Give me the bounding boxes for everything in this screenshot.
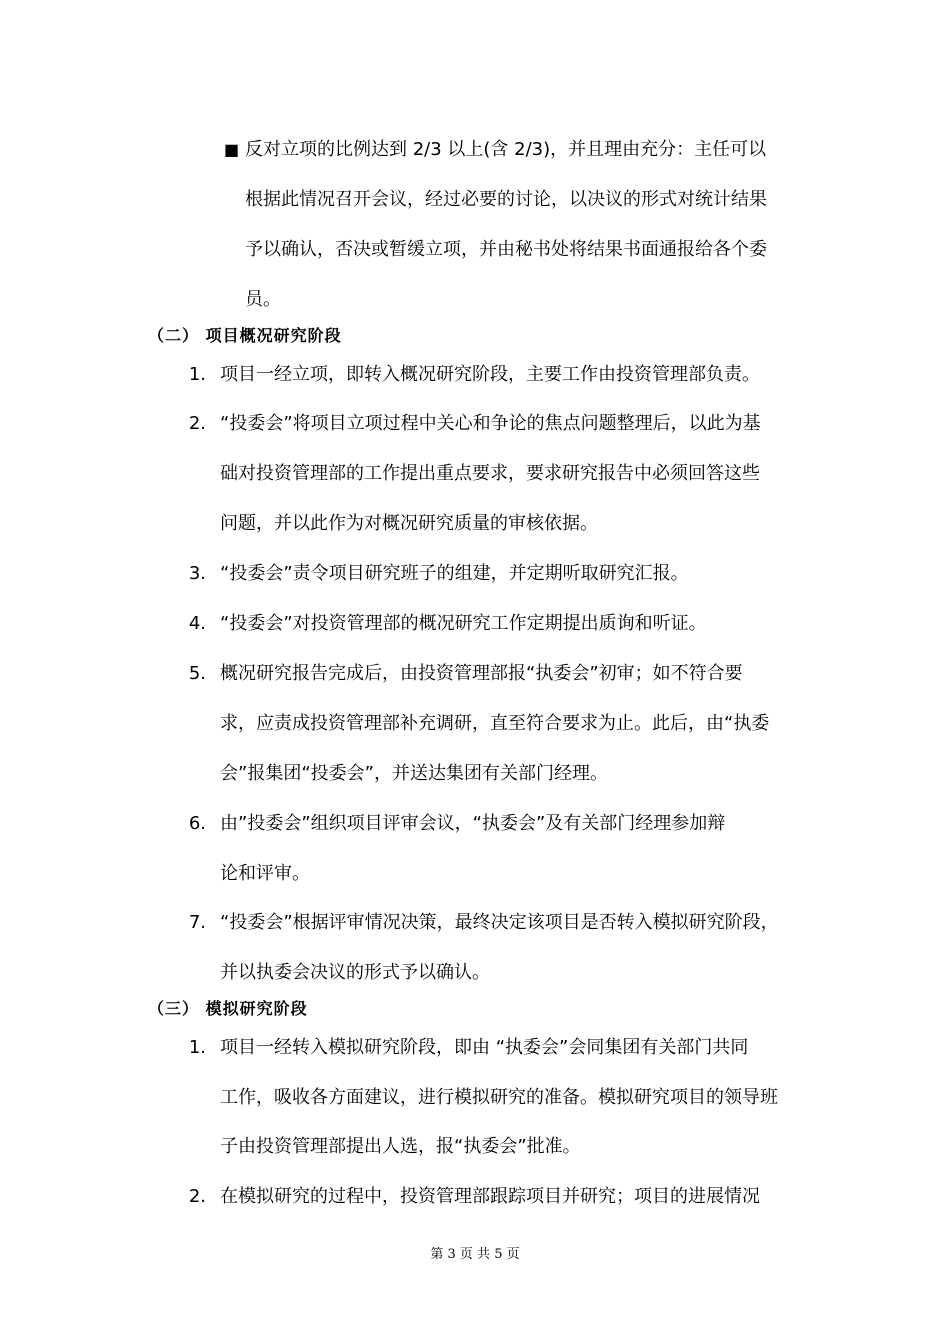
item-line: “投委会”根据评审情况决策，最终决定该项目是否转入模拟研究阶段， bbox=[220, 912, 779, 933]
item-line: 会”报集团“投委会”，并送达集团有关部门经理。 bbox=[220, 763, 608, 784]
item-line: “投委会”对投资管理部的概况研究工作定期提出质询和听证。 bbox=[220, 613, 707, 634]
section-heading-3: （三） 模拟研究阶段 bbox=[148, 999, 308, 1018]
item-line: “投委会”责令项目研究班子的组建，并定期听取研究汇报。 bbox=[220, 563, 689, 584]
square-bullet-icon: ■ bbox=[224, 140, 240, 159]
item-number: 7. bbox=[188, 912, 206, 933]
bullet-line: 予以确认，否决或暂缓立项，并由秘书处将结果书面通报给各个委 bbox=[245, 239, 767, 260]
item-number: 5. bbox=[188, 663, 206, 684]
item-line: 问题，并以此作为对概况研究质量的审核依据。 bbox=[220, 513, 598, 534]
item-line: 在模拟研究的过程中，投资管理部跟踪项目并研究；项目的进展情况 bbox=[220, 1186, 760, 1207]
item-line: 项目一经立项，即转入概况研究阶段，主要工作由投资管理部负责。 bbox=[220, 364, 760, 385]
item-number: 2. bbox=[188, 413, 206, 434]
item-line: 础对投资管理部的工作提出重点要求，要求研究报告中必须回答这些 bbox=[220, 463, 760, 484]
item-number: 6. bbox=[188, 813, 206, 834]
item-number: 3. bbox=[188, 563, 206, 584]
bullet-line: 根据此情况召开会议，经过必要的讨论，以决议的形式对统计结果 bbox=[245, 189, 767, 210]
item-line: “投委会”将项目立项过程中关心和争论的焦点问题整理后，以此为基 bbox=[220, 413, 761, 434]
item-line: 工作，吸收各方面建议，进行模拟研究的准备。模拟研究项目的领导班 bbox=[220, 1087, 778, 1108]
item-line: 并以执委会决议的形式予以确认。 bbox=[220, 962, 490, 983]
item-line: 概况研究报告完成后，由投资管理部报“执委会”初审；如不符合要 bbox=[220, 663, 743, 684]
item-line: 子由投资管理部提出人选，报“执委会”批准。 bbox=[220, 1136, 581, 1157]
section-heading-2: （二） 项目概况研究阶段 bbox=[148, 326, 342, 345]
item-number: 1. bbox=[188, 1037, 206, 1058]
item-line: 项目一经转入模拟研究阶段，即由 “执委会”会同集团有关部门共同 bbox=[220, 1037, 749, 1058]
bullet-line: 反对立项的比例达到 2/3 以上(含 2/3)，并且理由充分：主任可以 bbox=[245, 139, 767, 160]
page-number-footer: 第 3 页 共 5 页 bbox=[430, 1247, 520, 1262]
item-number: 4. bbox=[188, 613, 206, 634]
item-line: 由”投委会”组织项目评审会议，“执委会”及有关部门经理参加辩 bbox=[220, 813, 726, 834]
item-number: 2. bbox=[188, 1186, 206, 1207]
item-line: 求，应责成投资管理部补充调研，直至符合要求为止。此后，由“执委 bbox=[220, 713, 770, 734]
item-number: 1. bbox=[188, 364, 206, 385]
bullet-line: 员。 bbox=[245, 289, 281, 310]
item-line: 论和评审。 bbox=[220, 863, 310, 884]
